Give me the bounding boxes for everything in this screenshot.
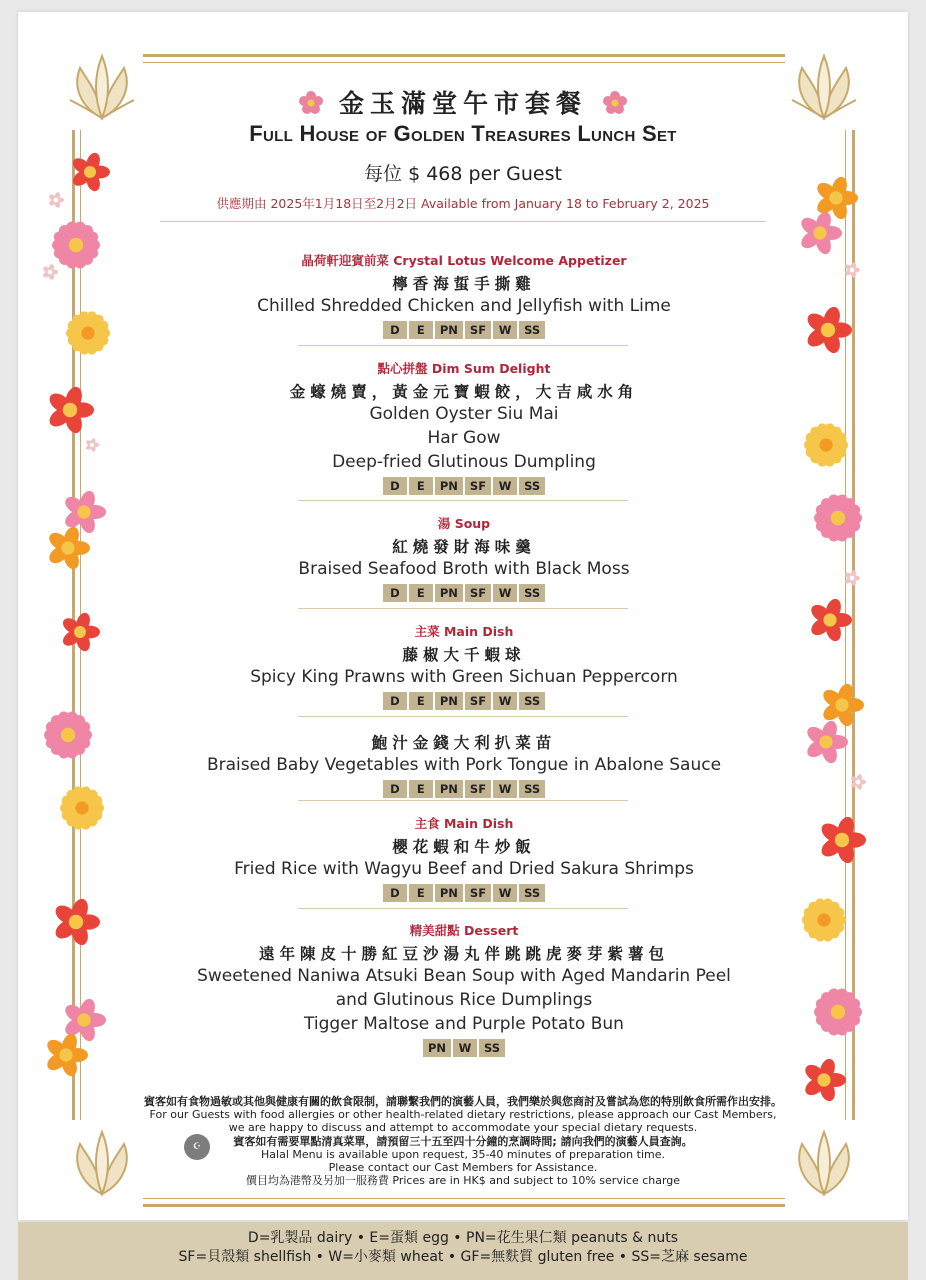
bottom-border <box>143 1204 785 1207</box>
allergen-tag: W <box>493 884 517 902</box>
section-divider <box>298 908 628 909</box>
menu-title-en: Full House of Golden Treasures Lunch Set <box>249 121 677 146</box>
allergen-tag: D <box>383 780 407 798</box>
section-title: 點心拼盤 Dim Sum Delight <box>377 361 551 376</box>
dish-name-en: Braised Baby Vegetables with Pork Tongue in Abalone Sauce <box>206 755 722 775</box>
availability-dates: 供應期由 2025年1月18日至2月2日 Available from January 18 to February 2, 2025 <box>216 196 710 211</box>
legend-line-1: D=乳製品 dairy • E=蛋類 egg • PN=花生果仁類 peanuts & nuts <box>247 1230 679 1246</box>
allergy-note-en-1: For our Guests with food allergies or other health-related dietary restrictions, please approach our Cast Members, <box>149 1108 777 1122</box>
dish-name-zh: 金蠔燒賣，黃金元寶蝦餃，大吉咸水角 <box>289 383 639 401</box>
flower-icon <box>50 896 102 948</box>
service-charge-note: 價目均為港幣及另加一服務費 Prices are in HK$ and subject to 10% service charge <box>245 1174 681 1188</box>
allergen-tag: SF <box>465 780 491 798</box>
allergen-tag: PN <box>435 780 463 798</box>
menu-section <box>143 514 785 602</box>
halal-note-en-2: Please contact our Cast Members for Assistance. <box>328 1161 598 1175</box>
allergen-tag: PN <box>435 692 463 710</box>
section-divider <box>298 500 628 501</box>
section-title: 主菜 Main Dish <box>414 624 514 639</box>
flower-icon <box>812 492 864 544</box>
allergy-note-zh: 賓客如有食物過敏或其他與健康有關的飲食限制，請聯繫我們的演藝人員，我們樂於與您商討及嘗試為您的特別飲食所需作出安排。 <box>144 1095 782 1108</box>
dish-name-en: Braised Seafood Broth with Black Moss <box>298 559 630 579</box>
flower-icon <box>800 896 848 944</box>
dish-name-zh: 櫻花蝦和牛炒飯 <box>392 838 536 856</box>
menu-section <box>143 728 785 798</box>
allergen-tag: SS <box>519 884 545 902</box>
bottom-border-thin <box>143 1198 785 1199</box>
menu-section <box>143 814 785 902</box>
allergen-tag: PN <box>435 321 463 339</box>
allergen-legend <box>18 1222 908 1280</box>
allergen-tag: W <box>493 692 517 710</box>
section-title: 晶荷軒迎賓前菜 Crystal Lotus Welcome Appetizer <box>301 253 627 268</box>
dietary-notes <box>110 1095 816 1187</box>
allergen-tags <box>383 884 545 902</box>
dish-name-zh: 藤椒大千蝦球 <box>402 646 526 664</box>
allergen-tag: E <box>409 692 433 710</box>
allergen-tag: PN <box>435 884 463 902</box>
allergen-tag: SS <box>479 1039 505 1057</box>
allergen-tags <box>383 692 545 710</box>
menu-section <box>143 921 785 1057</box>
menu-section <box>143 622 785 710</box>
flower-icon <box>796 209 844 257</box>
flower-icon <box>806 596 854 644</box>
dish-name-en: Har Gow <box>427 428 501 448</box>
allergen-tag: D <box>383 692 407 710</box>
allergen-tag: W <box>493 321 517 339</box>
flower-icon <box>42 1031 90 1079</box>
flower-icon <box>842 568 862 588</box>
flower-icon <box>64 309 112 357</box>
flower-icon <box>842 260 862 280</box>
allergen-tag: SF <box>465 321 491 339</box>
dish-name-zh: 紅燒發財海味羹 <box>392 538 536 556</box>
section-divider <box>298 800 628 801</box>
halal-note-en-1: Halal Menu is available upon request, 35-40 minutes of preparation time. <box>261 1147 665 1161</box>
dish-name-en: Spicy King Prawns with Green Sichuan Peppercorn <box>250 667 678 687</box>
halal-note-zh: 賓客如有需要單點清真菜單，請預留三十五至四十分鐘的烹調時間; 請向我們的演藝人員查詢。 <box>233 1134 693 1148</box>
price-per-guest: 每位 $ 468 per Guest <box>364 163 562 185</box>
allergen-tags <box>423 1039 505 1057</box>
allergen-tag: D <box>383 477 407 495</box>
allergy-note-en-2: we are happy to discuss and attempt to accommodate your special dietary requests. <box>228 1121 698 1135</box>
flower-icon <box>802 421 850 469</box>
section-divider <box>298 716 628 717</box>
top-border <box>143 54 785 57</box>
allergen-tag: PN <box>435 477 463 495</box>
dish-name-en: and Glutinous Rice Dumplings <box>335 990 593 1010</box>
dish-name-en: Golden Oyster Siu Mai <box>369 404 559 424</box>
section-title: 主食 Main Dish <box>414 816 514 831</box>
allergen-tags <box>383 584 545 602</box>
allergen-tag: SF <box>465 477 491 495</box>
section-title: 湯 Soup <box>437 516 491 531</box>
flower-icon <box>42 709 94 761</box>
section-divider <box>298 608 628 609</box>
allergen-tag: PN <box>435 584 463 602</box>
menu-title-zh: 金玉滿堂午市套餐 <box>338 89 587 118</box>
allergen-tag: E <box>409 477 433 495</box>
allergen-tags <box>383 477 545 495</box>
flower-icon <box>802 304 854 356</box>
allergen-tag: D <box>383 321 407 339</box>
allergen-tags <box>383 321 545 339</box>
header-divider <box>160 221 766 222</box>
allergen-tags <box>383 780 545 798</box>
flower-icon <box>848 772 868 792</box>
flower-icon <box>83 436 101 454</box>
top-border-thin <box>143 62 785 63</box>
allergen-tag: SF <box>465 584 491 602</box>
allergen-tag: SS <box>519 321 545 339</box>
allergen-tag: E <box>409 321 433 339</box>
dish-name-zh: 遠年陳皮十勝紅豆沙湯丸伴跳跳虎麥芽紫薯包 <box>258 945 669 963</box>
legend-line-2: SF=貝殼類 shellfish • W=小麥類 wheat • GF=無麩質 gluten free • SS=芝麻 sesame <box>178 1249 748 1265</box>
title-zh-row <box>0 84 926 120</box>
dish-name-en: Chilled Shredded Chicken and Jellyfish with Lime <box>257 296 671 316</box>
allergen-tag: D <box>383 884 407 902</box>
halal-icon: ☪ <box>184 1134 210 1160</box>
dish-name-en: Deep-fried Glutinous Dumpling <box>332 452 596 472</box>
flower-icon <box>40 262 60 282</box>
dish-name-zh: 檸香海蜇手撕雞 <box>392 275 536 293</box>
dish-name-en: Tigger Maltose and Purple Potato Bun <box>304 1014 624 1034</box>
allergen-tag: SF <box>465 692 491 710</box>
flower-icon <box>812 986 864 1038</box>
allergen-tag: D <box>383 584 407 602</box>
allergen-tag: E <box>409 584 433 602</box>
flower-icon <box>58 610 102 654</box>
flower-icon <box>44 384 96 436</box>
allergen-tag: W <box>453 1039 477 1057</box>
dish-name-en: Sweetened Naniwa Atsuki Bean Soup with Aged Mandarin Peel <box>197 966 731 986</box>
flower-icon <box>802 718 850 766</box>
allergen-tag: SS <box>519 584 545 602</box>
section-title: 精美甜點 Dessert <box>409 923 519 938</box>
allergen-tag: SS <box>519 780 545 798</box>
dish-name-zh: 鮑汁金錢大利扒菜苗 <box>371 734 557 752</box>
flower-icon <box>44 524 92 572</box>
allergen-tag: W <box>493 780 517 798</box>
section-divider <box>298 345 628 346</box>
allergen-tag: W <box>493 477 517 495</box>
allergen-tag: SS <box>519 692 545 710</box>
allergen-tag: W <box>493 584 517 602</box>
allergen-tag: SS <box>519 477 545 495</box>
allergen-tag: E <box>409 884 433 902</box>
dish-name-en: Fried Rice with Wagyu Beef and Dried Sakura Shrimps <box>234 859 694 879</box>
flower-ornament-icon <box>298 90 324 116</box>
allergen-tag: E <box>409 780 433 798</box>
allergen-tag: PN <box>423 1039 451 1057</box>
allergen-tag: SF <box>465 884 491 902</box>
flower-icon <box>58 784 106 832</box>
menu-section <box>143 359 785 495</box>
flower-ornament-icon <box>602 90 628 116</box>
flower-icon <box>816 814 868 866</box>
menu-section <box>143 251 785 339</box>
